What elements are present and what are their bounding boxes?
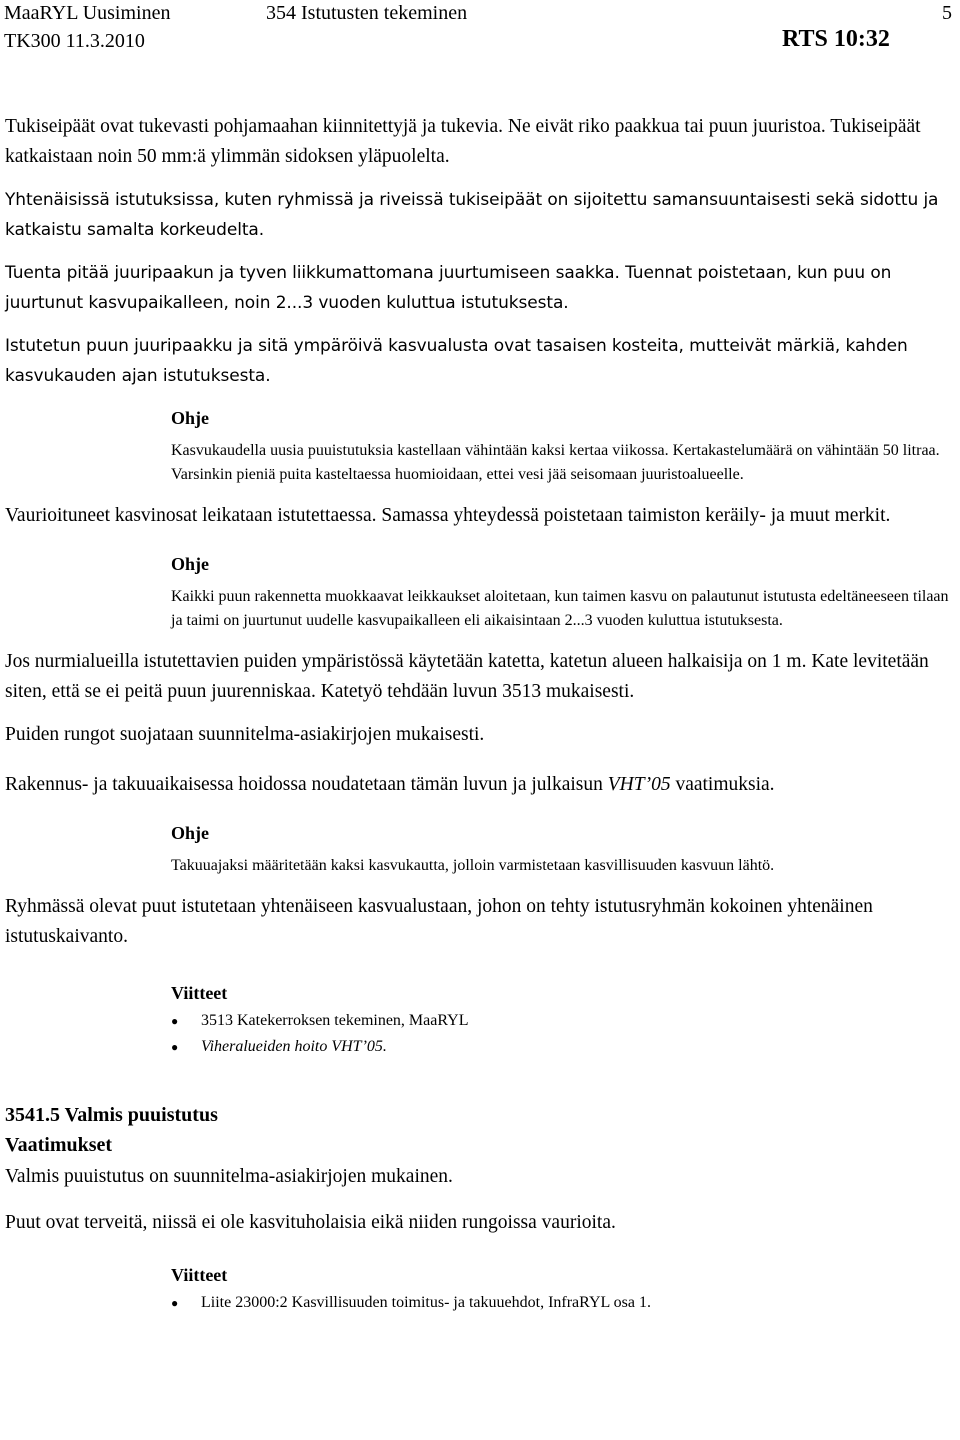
rts-code: RTS 10:32 (782, 26, 890, 52)
document-date: TK300 11.3.2010 (4, 30, 145, 52)
page-number: 5 (942, 2, 952, 24)
paragraph-text: vaatimuksia. (670, 774, 775, 795)
paragraph: Puut ovat terveitä, niissä ei ole kasvituholaisia eikä niiden rungoissa vaurioita. (5, 1212, 616, 1233)
note-text: Takuuajaksi määritetään kaksi kasvukautta, jolloin varmistetaan kasvillisuuden kasvuun lähtö. (171, 857, 775, 874)
section-subheading: Vaatimukset (5, 1134, 113, 1156)
paragraph: Puiden rungot suojataan suunnitelma-asiakirjojen mukaisesti. (5, 724, 485, 745)
reference-item (171, 1290, 953, 1316)
paragraph: Tukiseipäät ovat tukevasti pohjamaahan kiinnitettyjä ja tukevia. Ne eivät riko paakkua tai puun juuristoa. Tukiseipäät katkaistaan noin 50 mm:ä ylimmän sidoksen yläpuolelta. (5, 116, 921, 167)
note-title: Ohje (171, 823, 209, 843)
references (171, 1262, 953, 1316)
note-title: Ohje (171, 408, 209, 428)
section-heading: 3541.5 Valmis puuistutus (5, 1104, 218, 1126)
document-body (5, 112, 953, 1330)
paragraph: Tuenta pitää juuripaakun ja tyven liikkumattomana juurtumiseen saakka. Tuennat poistetaan, kun puu on juurtunut kasvupaikalleen, noin 2...3 vuoden kuluttua istutuksesta. (5, 263, 892, 313)
references-list (171, 1290, 953, 1316)
note-title: Ohje (171, 554, 209, 574)
references-list (171, 1008, 953, 1060)
reference-text: 3513 Katekerroksen tekeminen, MaaRYL (201, 1012, 469, 1029)
document-title: MaaRYL Uusiminen (4, 2, 171, 24)
publication-name: VHT’05 (607, 774, 671, 795)
guidance-note (171, 820, 953, 878)
references-title: Viitteet (171, 1265, 228, 1285)
paragraph: Jos nurmialueilla istutettavien puiden ympäristössä käytetään katetta, katetun alueen halkaisija on 1 m. Kate levitetään siten, että se ei peitä puun juurenniskaa. Katetyö tehdään luvun 3513 mukaisesti. (5, 651, 929, 702)
chapter-title: 354 Istutusten tekeminen (266, 2, 468, 24)
paragraph (5, 770, 953, 800)
note-text: Kaikki puun rakennetta muokkaavat leikkaukset aloitetaan, kun taimen kasvu on palautunut istutusta edeltäneeseen tilaan ja taimi on juurtunut uudelle kasvupaikalleen eli aikaisintaan 2...3 vuoden kuluttua istutuksesta. (171, 588, 949, 629)
paragraph-text: Rakennus- ja takuuaikaisessa hoidossa noudatetaan tämän luvun ja julkaisun (5, 774, 608, 795)
paragraph: Ryhmässä olevat puut istutetaan yhtenäiseen kasvualustaan, johon on tehty istutusryhmän kokoinen yhtenäinen istutuskaivanto. (5, 896, 873, 947)
reference-text: Liite 23000:2 Kasvillisuuden toimitus- ja takuuehdot, InfraRYL osa 1. (201, 1294, 652, 1311)
references-title: Viitteet (171, 983, 228, 1003)
paragraph: Istutetun puun juuripaakku ja sitä ympäröivä kasvualusta ovat tasaisen kosteita, mutteivät märkiä, kahden kasvukauden ajan istutuksesta. (5, 336, 908, 386)
paragraph: Yhtenäisissä istutuksissa, kuten ryhmissä ja riveissä tukiseipäät on sijoitettu samansuuntaisesti sekä sidottu ja katkaistu samalta korkeudelta. (5, 190, 939, 240)
reference-text: Viheralueiden hoito VHT’05. (201, 1038, 387, 1055)
guidance-note (171, 551, 953, 633)
paragraph: Valmis puuistutus on suunnitelma-asiakirjojen mukainen. (5, 1166, 453, 1187)
paragraph: Vaurioituneet kasvinosat leikataan istutettaessa. Samassa yhteydessä poistetaan taimiston keräily- ja muut merkit. (5, 505, 891, 526)
reference-item (171, 1034, 953, 1060)
reference-item (171, 1008, 953, 1034)
page-header (4, 0, 954, 60)
note-text: Kasvukaudella uusia puuistutuksia kastellaan vähintään kaksi kertaa viikossa. Kertakastelumäärä on vähintään 50 litraa. Varsinkin pieniä puita kasteltaessa huomioidaan, ettei vesi jää seisomaan juuristoalueelle. (171, 442, 940, 483)
guidance-note (171, 405, 953, 487)
references (171, 980, 953, 1060)
